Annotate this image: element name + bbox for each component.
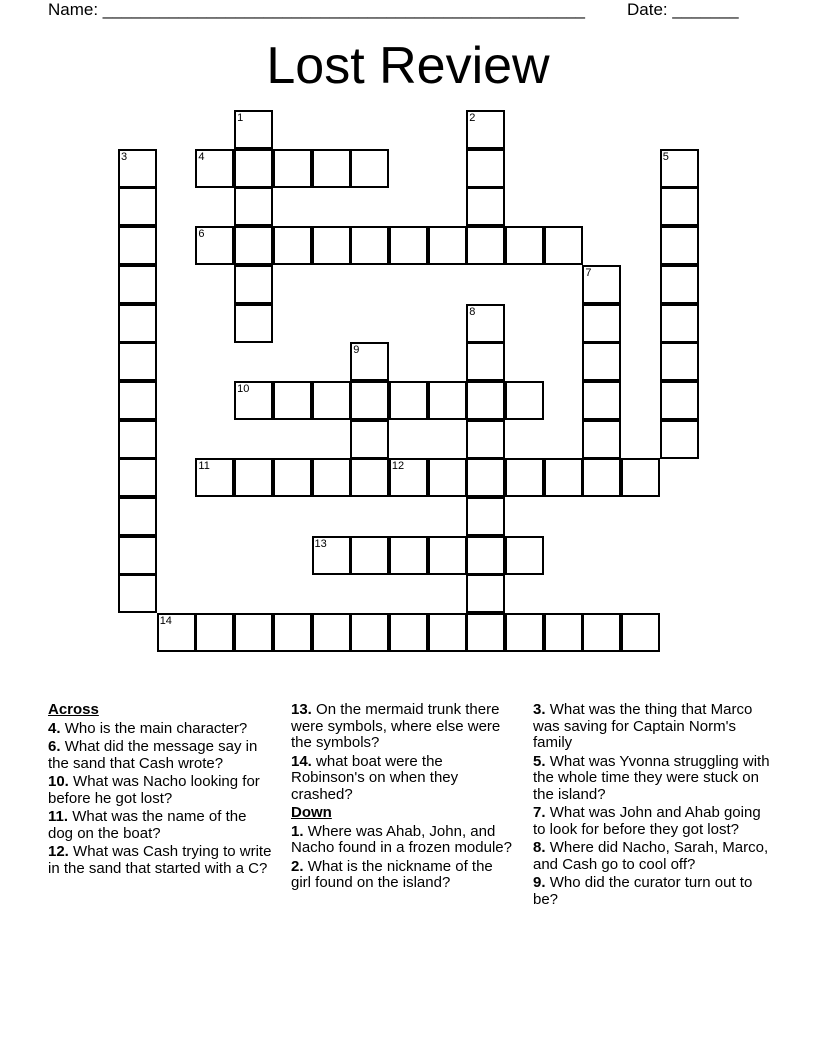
clue-across-11: 11. What was the name of the dog on the boat? <box>48 808 247 842</box>
grid-cell[interactable] <box>234 458 273 497</box>
grid-cell[interactable] <box>118 381 157 420</box>
grid-cell[interactable] <box>195 613 234 652</box>
grid-cell[interactable] <box>466 536 505 575</box>
clue-column-3 <box>533 702 773 910</box>
grid-cell[interactable] <box>312 149 351 188</box>
grid-cell[interactable] <box>582 420 621 459</box>
grid-cell[interactable] <box>428 458 467 497</box>
clue-across-13: 13. On the mermaid trunk there were symbols, where else were the symbols? <box>291 701 501 751</box>
grid-cell[interactable] <box>273 458 312 497</box>
grid-cell[interactable] <box>505 226 544 265</box>
grid-cell[interactable] <box>466 381 505 420</box>
clue-number: 6 <box>198 228 205 241</box>
clue-down-2: 2. What is the nickname of the girl found on the island? <box>291 857 493 891</box>
grid-cell[interactable] <box>582 381 621 420</box>
grid-cell[interactable] <box>505 458 544 497</box>
grid-cell[interactable] <box>505 536 544 575</box>
grid-cell[interactable] <box>660 381 699 420</box>
grid-cell[interactable] <box>544 613 583 652</box>
clue-across-12: 12. What was Cash trying to write in the sand that started with a C? <box>48 843 272 877</box>
grid-cell[interactable] <box>118 458 157 497</box>
grid-cell[interactable] <box>466 574 505 613</box>
grid-cell[interactable] <box>621 613 660 652</box>
down-heading: Down <box>291 804 332 821</box>
grid-cell[interactable] <box>312 613 351 652</box>
grid-cell[interactable] <box>350 149 389 188</box>
grid-cell[interactable] <box>466 613 505 652</box>
grid-cell[interactable] <box>389 226 428 265</box>
grid-cell[interactable] <box>505 381 544 420</box>
clue-number: 1 <box>237 112 244 124</box>
grid-cell[interactable] <box>428 536 467 575</box>
grid-cell[interactable] <box>273 226 312 265</box>
grid-cell[interactable] <box>544 458 583 497</box>
clue-number: 12 <box>391 460 405 473</box>
grid-cell[interactable] <box>582 342 621 381</box>
grid-cell[interactable] <box>195 226 234 265</box>
grid-cell[interactable] <box>312 458 351 497</box>
grid-cell[interactable] <box>118 536 157 575</box>
grid-cell[interactable] <box>660 265 699 304</box>
clue-number: 4 <box>198 150 205 163</box>
grid-cell[interactable] <box>466 497 505 536</box>
grid-cell[interactable] <box>544 226 583 265</box>
grid-cell[interactable] <box>118 420 157 459</box>
grid-cell[interactable] <box>118 187 157 226</box>
grid-cell[interactable] <box>621 458 660 497</box>
grid-cell[interactable] <box>118 149 157 188</box>
clue-down-3: 3. What was the thing that Marco was saving for Captain Norm's family <box>533 701 753 751</box>
clue-across-6: 6. What did the message say in the sand that Cash wrote? <box>48 738 258 772</box>
across-heading: Across <box>48 701 99 718</box>
grid-cell[interactable] <box>428 613 467 652</box>
grid-cell[interactable] <box>466 304 505 343</box>
clue-number: 11 <box>198 460 210 473</box>
grid-cell[interactable] <box>582 458 621 497</box>
grid-cell[interactable] <box>350 420 389 459</box>
grid-cell[interactable] <box>195 149 234 188</box>
grid-cell[interactable] <box>660 149 699 188</box>
clue-down-5: 5. What was Yvonna struggling with the whole time they were stuck on the island? <box>533 752 770 803</box>
grid-cell[interactable] <box>234 613 273 652</box>
grid-cell[interactable] <box>312 536 351 575</box>
grid-cell[interactable] <box>389 613 428 652</box>
clue-across-4: 4. Who is the main character? <box>48 719 248 737</box>
grid-cell[interactable] <box>234 226 273 265</box>
grid-cell[interactable] <box>582 304 621 343</box>
clue-column-2 <box>291 702 513 894</box>
grid-cell[interactable] <box>234 265 273 304</box>
clue-across-10: 10. What was Nacho looking for before he got lost? <box>48 773 260 807</box>
grid-cell[interactable] <box>389 458 428 497</box>
clue-column-1 <box>48 702 273 879</box>
grid-cell[interactable] <box>466 342 505 381</box>
clue-number: 3 <box>121 150 128 163</box>
grid-cell[interactable] <box>350 381 389 420</box>
grid-cell[interactable] <box>273 613 312 652</box>
grid-cell[interactable] <box>582 265 621 304</box>
grid-cell[interactable] <box>234 110 273 149</box>
clue-number: 5 <box>662 150 669 163</box>
grid-cell[interactable] <box>660 226 699 265</box>
clue-number: 7 <box>585 266 592 279</box>
grid-cell[interactable] <box>157 613 196 652</box>
clue-across-14: 14. what boat were the Robinson's on when they crashed? <box>291 752 459 803</box>
clue-down-8: 8. Where did Nacho, Sarah, Marco, and Cash go to cool off? <box>533 839 769 873</box>
grid-cell[interactable] <box>466 187 505 226</box>
page-title: Lost Review <box>266 37 550 95</box>
grid-cell[interactable] <box>660 420 699 459</box>
grid-cell[interactable] <box>118 497 157 536</box>
grid-cell[interactable] <box>505 613 544 652</box>
grid-cell[interactable] <box>312 226 351 265</box>
grid-cell[interactable] <box>312 381 351 420</box>
clue-down-9: 9. Who did the curator turn out to be? <box>533 874 753 908</box>
grid-cell[interactable] <box>350 458 389 497</box>
grid-cell[interactable] <box>466 420 505 459</box>
grid-cell[interactable] <box>118 226 157 265</box>
clue-number: 2 <box>469 112 476 124</box>
grid-cell[interactable] <box>660 304 699 343</box>
grid-cell[interactable] <box>234 304 273 343</box>
grid-cell[interactable] <box>350 613 389 652</box>
date-field[interactable]: Date: _______ <box>627 0 739 19</box>
grid-cell[interactable] <box>118 574 157 613</box>
clue-number: 9 <box>353 344 360 357</box>
grid-cell[interactable] <box>273 149 312 188</box>
clue-number: 8 <box>469 305 476 318</box>
grid-cell[interactable] <box>660 342 699 381</box>
name-field[interactable]: Name: ___________________________________________________ <box>48 0 585 19</box>
grid-cell[interactable] <box>118 265 157 304</box>
grid-cell[interactable] <box>273 381 312 420</box>
grid-cell[interactable] <box>466 110 505 149</box>
clue-number: 10 <box>237 382 250 395</box>
grid-cell[interactable] <box>234 149 273 188</box>
grid-cell[interactable] <box>660 187 699 226</box>
grid-cell[interactable] <box>350 342 389 381</box>
grid-cell[interactable] <box>350 226 389 265</box>
grid-cell[interactable] <box>389 536 428 575</box>
clue-number: 13 <box>314 537 327 550</box>
grid-cell[interactable] <box>466 226 505 265</box>
grid-cell[interactable] <box>466 149 505 188</box>
clue-number: 14 <box>159 615 172 628</box>
grid-cell[interactable] <box>118 342 157 381</box>
grid-cell[interactable] <box>389 381 428 420</box>
grid-cell[interactable] <box>582 613 621 652</box>
grid-cell[interactable] <box>350 536 389 575</box>
clue-down-7: 7. What was John and Ahab going to look for before they got lost? <box>533 804 761 838</box>
grid-cell[interactable] <box>428 381 467 420</box>
grid-cell[interactable] <box>234 187 273 226</box>
grid-cell[interactable] <box>118 304 157 343</box>
grid-cell[interactable] <box>195 458 234 497</box>
grid-cell[interactable] <box>428 226 467 265</box>
grid-cell[interactable] <box>234 381 273 420</box>
clue-down-1: 1. Where was Ahab, John, and Nacho found in a frozen module? <box>291 822 512 856</box>
grid-cell[interactable] <box>466 458 505 497</box>
